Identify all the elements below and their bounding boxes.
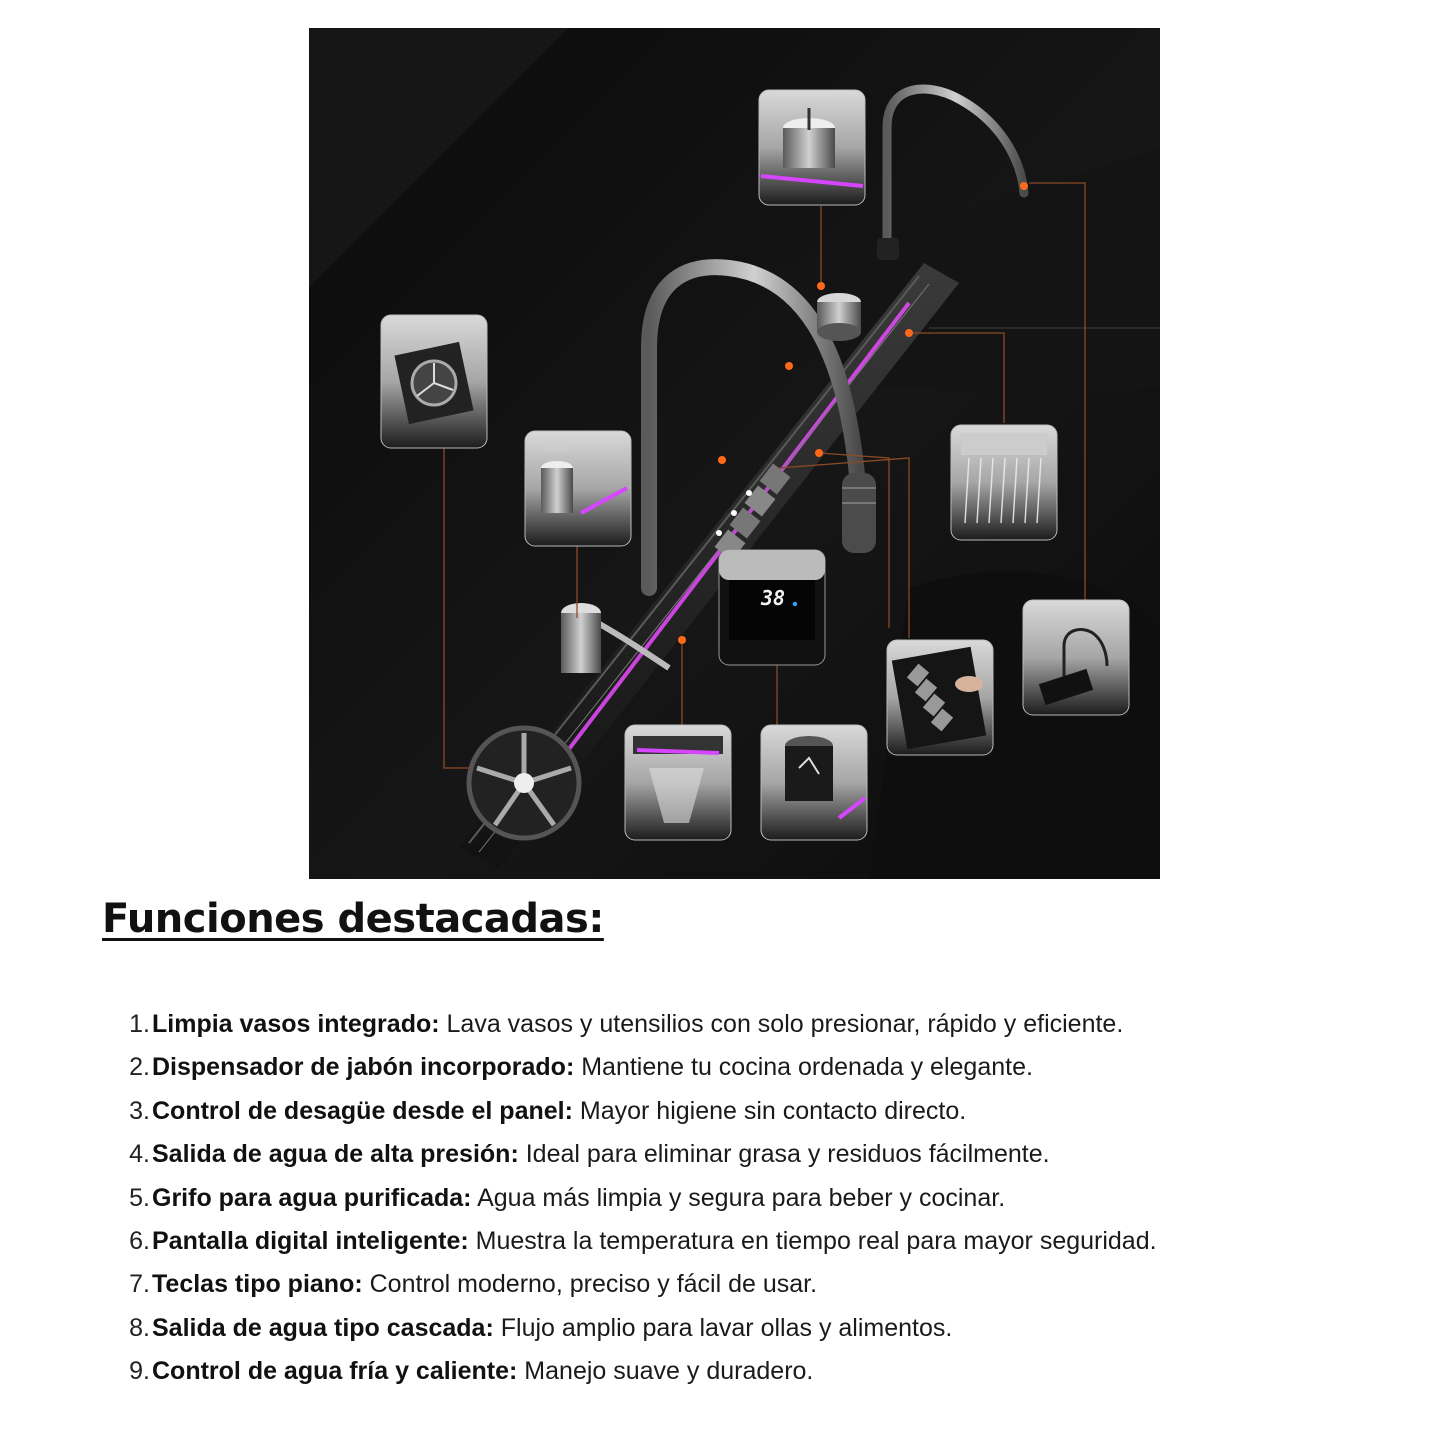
feature-term: Salida de agua de alta presión: xyxy=(152,1140,519,1169)
feature-description: Mayor higiene sin contacto directo. xyxy=(572,1096,967,1125)
feature-item xyxy=(124,1091,1424,1134)
inset-waterfall-outlet xyxy=(625,725,731,840)
inset-soap-dispenser xyxy=(525,431,631,546)
feature-term: Salida de agua tipo cascada: xyxy=(152,1313,494,1342)
feature-term: Pantalla digital inteligente: xyxy=(152,1226,469,1255)
feature-term: Teclas tipo piano: xyxy=(152,1270,363,1299)
feature-number: 7. xyxy=(129,1270,150,1299)
feature-term: Control de desagüe desde el panel: xyxy=(152,1096,573,1125)
feature-term: Dispensador de jabón incorporado: xyxy=(152,1053,575,1082)
temperature-readout: 38 xyxy=(761,586,786,610)
feature-term: Limpia vasos integrado: xyxy=(152,1010,440,1038)
feature-description: Ideal para eliminar grasa y residuos fácilmente. xyxy=(518,1140,1050,1169)
drain-knob xyxy=(817,293,861,341)
feature-number: 8. xyxy=(129,1313,150,1342)
product-photo xyxy=(309,28,1160,879)
feature-item xyxy=(124,1308,1424,1351)
inset-cup-rinser xyxy=(381,315,487,448)
inset-filter-faucet xyxy=(1023,600,1129,715)
feature-number: 5. xyxy=(129,1183,150,1212)
inset-piano-keys xyxy=(887,640,993,755)
feature-item xyxy=(124,1047,1424,1090)
inset-temperature-knob xyxy=(761,725,867,840)
feature-item xyxy=(124,1004,1424,1047)
feature-description: Lava vasos y utensilios con solo presionar, rápido y eficiente. xyxy=(439,1010,1124,1038)
feature-number: 2. xyxy=(129,1053,150,1082)
feature-item xyxy=(124,1264,1424,1307)
feature-number: 6. xyxy=(129,1226,150,1255)
feature-description: Manejo suave y duradero. xyxy=(517,1357,814,1386)
feature-item xyxy=(124,1134,1424,1177)
feature-number: 9. xyxy=(129,1357,150,1386)
inset-digital-display xyxy=(719,550,825,665)
feature-item xyxy=(124,1221,1424,1264)
inset-rain-spray xyxy=(951,425,1057,540)
feature-description: Control moderno, preciso y fácil de usar. xyxy=(362,1270,818,1299)
feature-list xyxy=(124,1004,1424,1395)
feature-term: Grifo para agua purificada: xyxy=(152,1183,472,1212)
feature-description: Flujo amplio para lavar ollas y alimentos. xyxy=(493,1313,953,1342)
feature-description: Mantiene tu cocina ordenada y elegante. xyxy=(574,1053,1033,1082)
feature-number: 4. xyxy=(129,1140,150,1169)
feature-item xyxy=(124,1178,1424,1221)
feature-description: Agua más limpia y segura para beber y cocinar. xyxy=(471,1183,1006,1212)
inset-drain-knob xyxy=(759,90,865,205)
feature-item xyxy=(124,1351,1424,1394)
feature-term: Control de agua fría y caliente: xyxy=(152,1357,518,1386)
feature-number: 1. xyxy=(129,1010,150,1038)
cup-rinser-wheel xyxy=(469,728,579,838)
page-title: Funciones destacadas: xyxy=(102,896,604,942)
feature-description: Muestra la temperatura en tiempo real para mayor seguridad. xyxy=(468,1226,1157,1255)
feature-number: 3. xyxy=(129,1096,150,1125)
